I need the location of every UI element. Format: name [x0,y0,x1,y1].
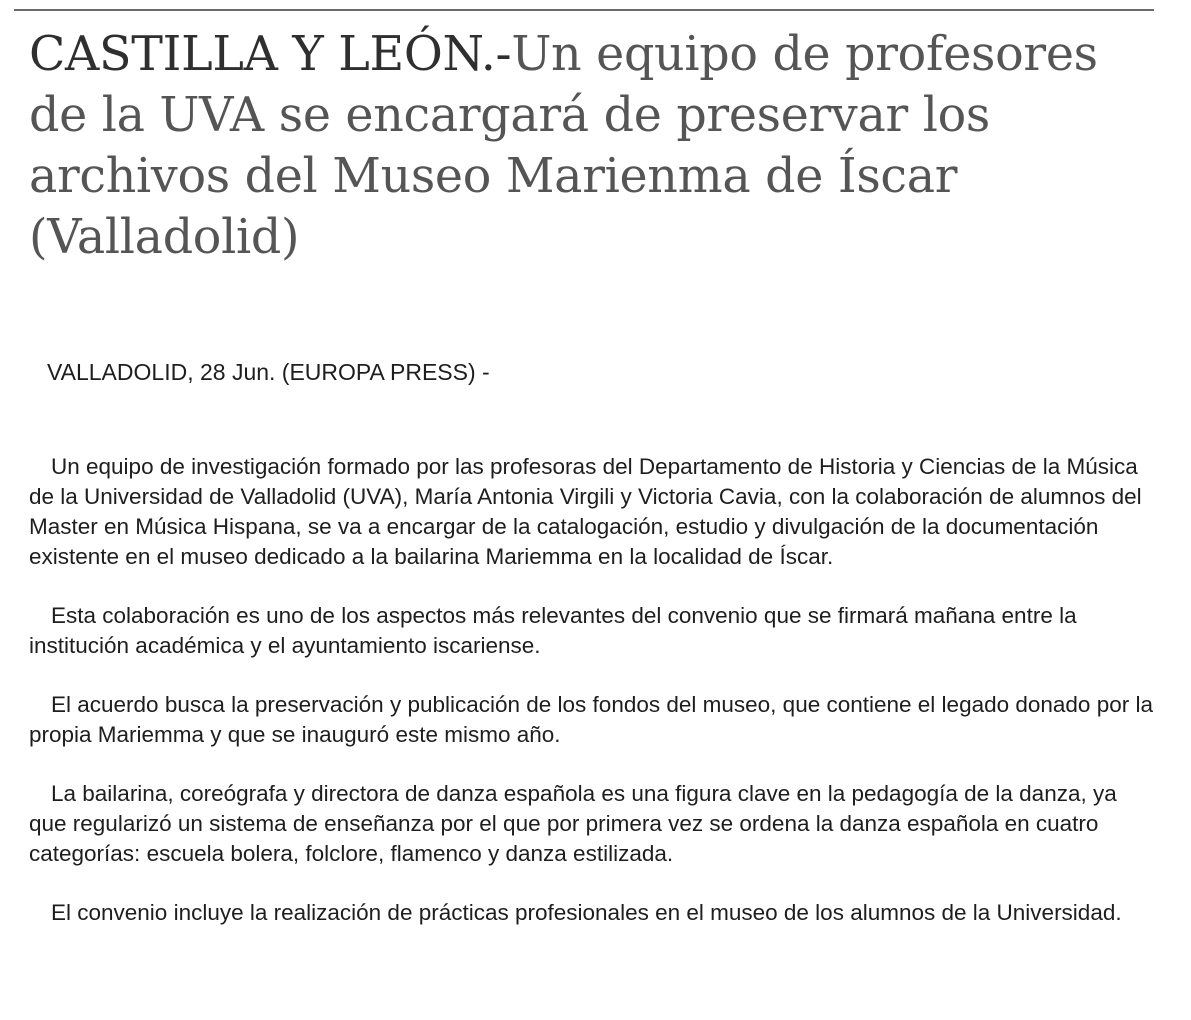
article-body [29,452,1154,957]
headline-rest: Un equipo de profesores de la UVA se encargará de preservar los archivos del Museo Marienma de Íscar (Valladolid) [29,27,1098,265]
top-rule [14,9,1154,11]
paragraph-2: Esta colaboración es uno de los aspectos más relevantes del convenio que se firmará mañana entre la institución académica y el ayuntamiento iscariense. [29,603,1077,658]
paragraph-3: El acuerdo busca la preservación y publicación de los fondos del museo, que contiene el legado donado por la propia Mariemma y que se inauguró este mismo año. [29,692,1153,747]
paragraph-1: Un equipo de investigación formado por las profesoras del Departamento de Historia y Ciencias de la Música de la Universidad de Valladolid (UVA), María Antonia Virgili y Victoria Cavia, con la colaboración de alumnos del Master en Música Hispana, se va a encargar de la catalogación, estudio y divulgación de la documentación existente en el museo dedicado a la bailarina Mariemma en la localidad de Íscar. [29,454,1142,569]
paragraph-4: La bailarina, coreógrafa y directora de danza española es una figura clave en la pedagogía de la danza, ya que regularizó un sistema de enseñanza por el que por primera vez se ordena la danza española en cuatro categorías: escuela bolera, folclore, flamenco y danza estilizada. [29,781,1117,866]
article-headline [29,24,1169,268]
headline-lead: CASTILLA Y LEÓN.- [29,27,512,82]
paragraph-5: El convenio incluye la realización de prácticas profesionales en el museo de los alumnos de la Universidad. [51,900,1122,925]
dateline: VALLADOLID, 28 Jun. (EUROPA PRESS) - [47,359,490,385]
